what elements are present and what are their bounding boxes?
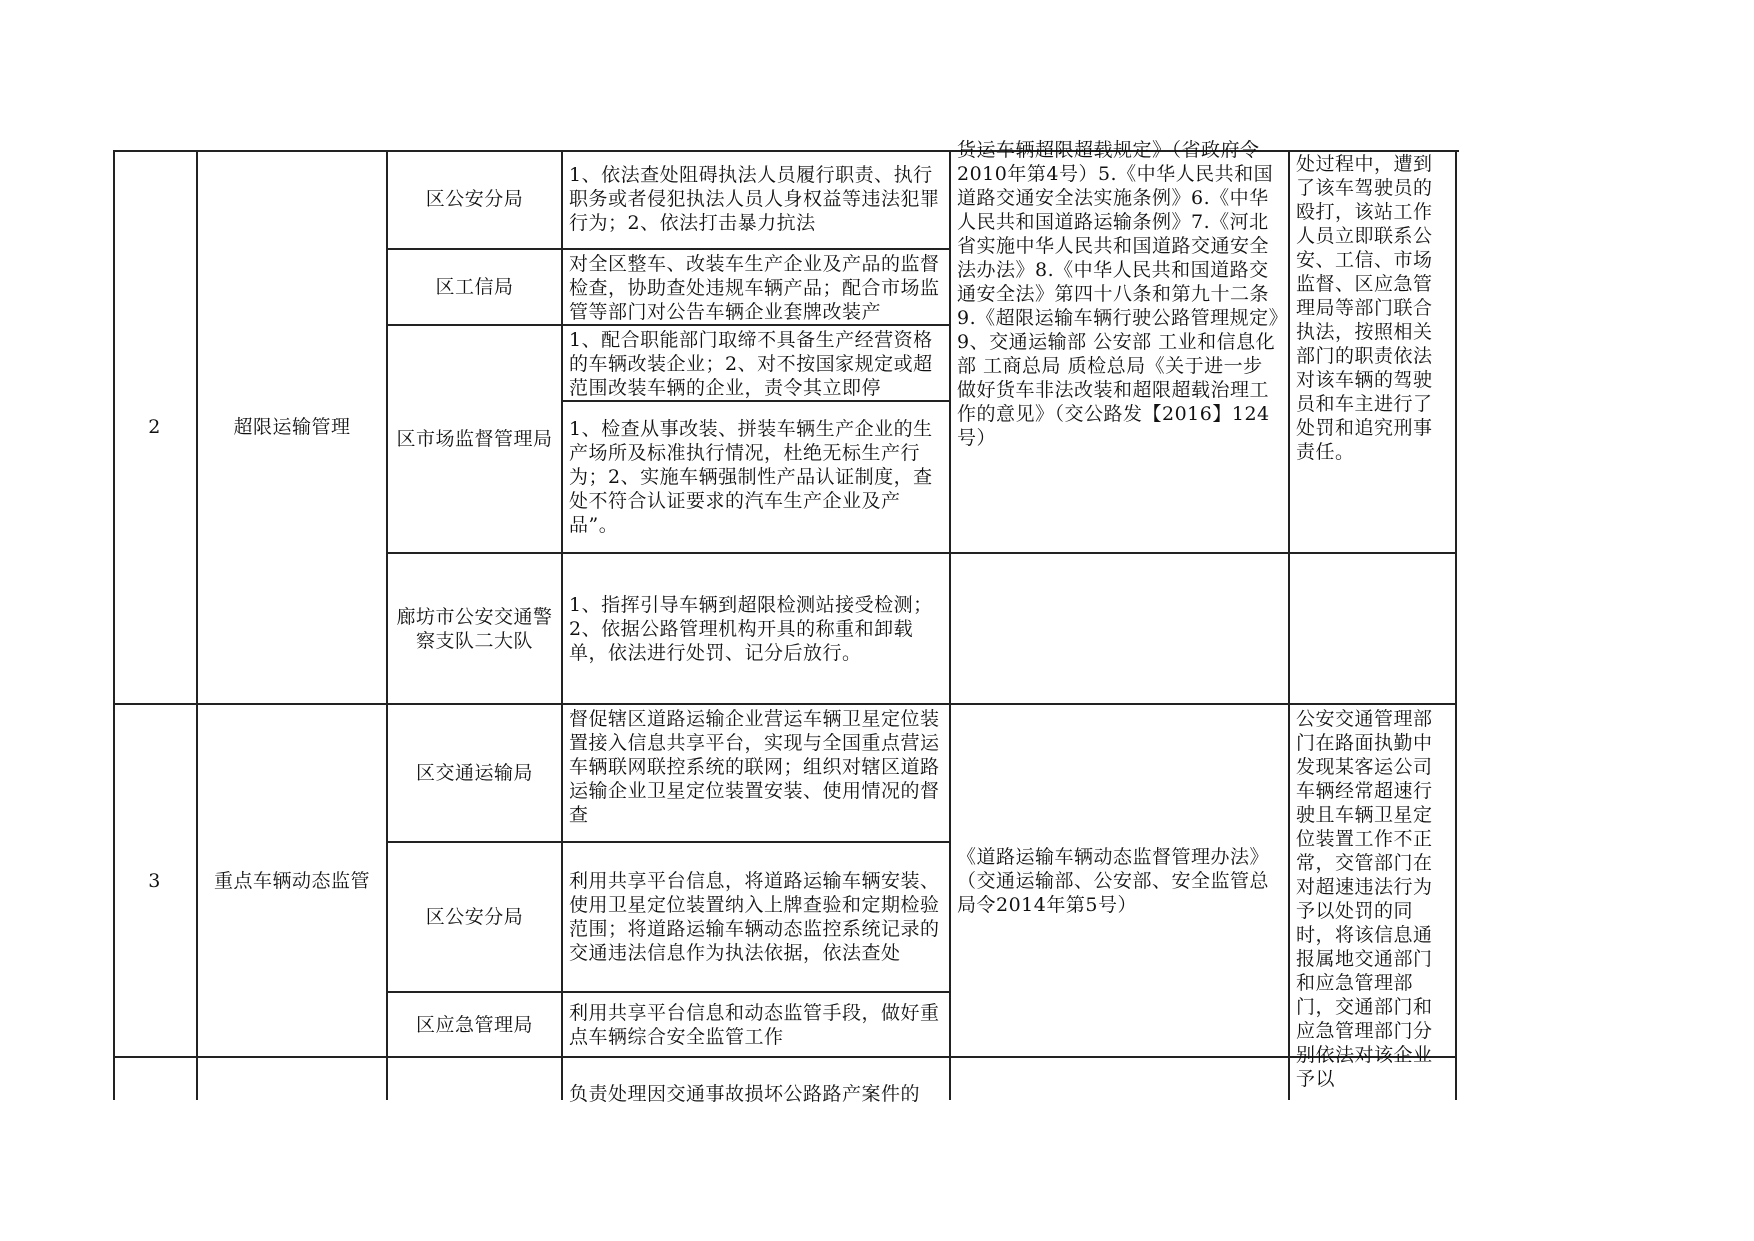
dept-cell: 区公安分局 bbox=[388, 150, 563, 250]
dept-cell bbox=[388, 1058, 563, 1100]
dept-cell: 廊坊市公安交通警察支队二大队 bbox=[388, 554, 563, 705]
item-name-2: 超限运输管理 bbox=[198, 150, 388, 705]
row-number-4 bbox=[113, 1058, 198, 1100]
item-name-3: 重点车辆动态监管 bbox=[198, 705, 388, 1058]
row-number-3: 3 bbox=[113, 705, 198, 1058]
row-number-2: 2 bbox=[113, 150, 198, 705]
duty-cell: 对全区整车、改装车生产企业及产品的监督检查，协助查处违规车辆产品；配合市场监管等部门对公告车辆企业套牌改装产 bbox=[563, 250, 951, 326]
responsibility-table bbox=[113, 139, 1459, 1105]
dept-cell: 区交通运输局 bbox=[388, 705, 563, 843]
case-cell: 处过程中，遭到了该车驾驶员的殴打，该站工作人员立即联系公安、工信、市场监督、区应急管理局等部门联合执法，按照相关部门的职责依法对该车辆的驾驶员和车主进行了处罚和追究刑事责任。 bbox=[1290, 150, 1457, 554]
legal-basis-cell: 货运车辆超限超载规定》（省政府令2010年第4号）5.《中华人民共和国道路交通安全法实施条例》6.《中华人民共和国道路运输条例》7.《河北省实施中华人民共和国道路交通安全法办法》8.《中华人民共和国道路交通安全法》第四十八条和第九十二条9.《超限运输车辆行驶公路管理规定》9、交通运输部 公安部 工业和信息化部 工商总局 质检总局《关于进一步做好货车非法改装和超限超载治理工作的意见》（交公路发【2016】124号） bbox=[951, 150, 1290, 554]
case-cell-empty bbox=[1290, 554, 1457, 705]
duty-cell: 1、检查从事改装、拼装车辆生产企业的生产场所及标准执行情况，杜绝无标生产行为；2、实施车辆强制性产品认证制度，查处不符合认证要求的汽车生产企业及产品”。 bbox=[563, 402, 951, 554]
dept-cell: 区应急管理局 bbox=[388, 993, 563, 1058]
duty-cell: 1、依法查处阻碍执法人员履行职责、执行职务或者侵犯执法人员人身权益等违法犯罪行为；2、依法打击暴力抗法 bbox=[563, 150, 951, 250]
case-cell bbox=[1290, 1058, 1457, 1100]
case-cell: 公安交通管理部门在路面执勤中发现某客运公司车辆经常超速行驶且车辆卫星定位装置工作不正常，交管部门在对超速违法行为予以处罚的同时，将该信息通报属地交通部门和应急管理部门，交通部门和应急管理部门分别依法对该企业予以 bbox=[1290, 705, 1457, 1058]
dept-cell: 区工信局 bbox=[388, 250, 563, 326]
duty-cell: 1、指挥引导车辆到超限检测站接受检测；2、依据公路管理机构开具的称重和卸载单，依法进行处罚、记分后放行。 bbox=[563, 554, 951, 705]
legal-basis-cell: 《道路运输车辆动态监督管理办法》（交通运输部、公安部、安全监管总局令2014年第5号） bbox=[951, 705, 1290, 1058]
dept-cell: 区公安分局 bbox=[388, 843, 563, 993]
duty-cell: 1、配合职能部门取缔不具备生产经营资格的车辆改装企业；2、对不按国家规定或超范围改装车辆的企业，责令其立即停 bbox=[563, 326, 951, 402]
duty-cell: 利用共享平台信息和动态监管手段，做好重点车辆综合安全监管工作 bbox=[563, 993, 951, 1058]
item-name-4 bbox=[198, 1058, 388, 1100]
legal-basis-cell-empty bbox=[951, 554, 1290, 705]
duty-cell: 督促辖区道路运输企业营运车辆卫星定位装置接入信息共享平台，实现与全国重点营运车辆联网联控系统的联网；组织对辖区道路运输企业卫星定位装置安装、使用情况的督查 bbox=[563, 705, 951, 843]
duty-cell: 负责处理因交通事故损坏公路路产案件的 bbox=[563, 1058, 951, 1100]
duty-cell: 利用共享平台信息，将道路运输车辆安装、使用卫星定位装置纳入上牌查验和定期检验范围；将道路运输车辆动态监控系统记录的交通违法信息作为执法依据，依法查处 bbox=[563, 843, 951, 993]
dept-cell: 区市场监督管理局 bbox=[388, 326, 563, 554]
legal-basis-cell bbox=[951, 1058, 1290, 1100]
